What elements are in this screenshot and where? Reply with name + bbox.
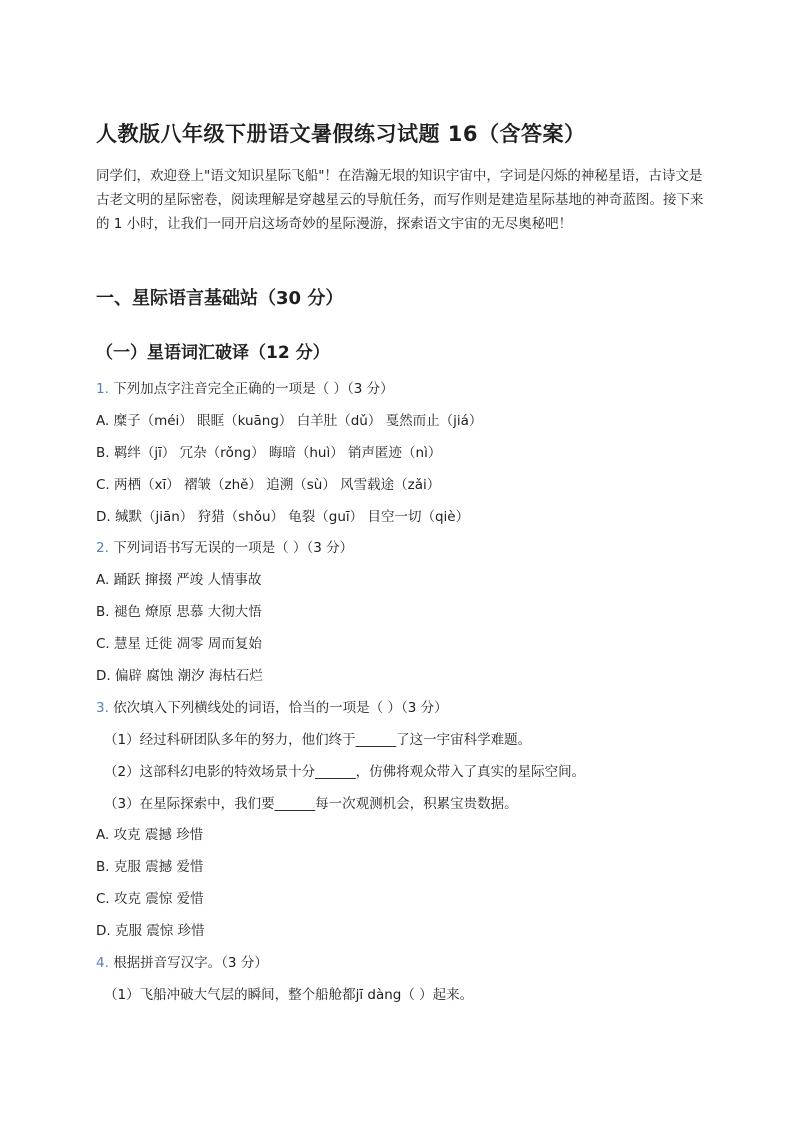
question-2-option-b: B. 褪色 燎原 思慕 大彻大悟 [96,604,262,620]
question-3-option-a: A. 攻克 震撼 珍惜 [96,827,204,843]
question-1-option-c: C. 两栖（xī） 褶皱（zhě） 追溯（sù） 风雪载途（zǎi） [96,477,441,493]
question-3-sentence-1: （1）经过科研团队多年的努力，他们终于______了这一宇宙科学难题。 [104,732,532,748]
question-3-option-d: D. 克服 震惊 珍惜 [96,923,205,939]
subsection-heading-1: （一）星语词汇破译（12 分） [96,343,330,363]
question-2-option-a: A. 踊跃 撺掇 严竣 人情事故 [96,572,262,588]
question-1-text: 下列加点字注音完全正确的一项是（ ）（3 分） [113,381,394,397]
question-1-option-d: D. 缄默（jiān） 狩猎（shǒu） 龟裂（guī） 目空一切（qiè） [96,509,470,525]
question-3-stem [96,698,448,718]
question-1-option-a: A. 糜子（méi） 眼眶（kuāng） 白羊肚（dǔ） 戛然而止（jiá） [96,413,483,429]
question-2-stem [96,538,353,558]
section-heading-1: 一、星际语言基础站（30 分） [96,288,344,309]
question-4-sentence-1: （1）飞船冲破大气层的瞬间，整个船舱都jī dàng（ ）起来。 [104,987,474,1003]
question-2-option-c: C. 慧星 迁徙 凋零 周而复始 [96,636,262,652]
question-3-text: 依次填入下列横线处的词语，恰当的一项是（ ）（3 分） [113,700,448,716]
intro-paragraph: 同学们，欢迎登上"语文知识星际飞船"！在浩瀚无垠的知识宇宙中，字词是闪烁的神秘星语，古诗文是古老文明的星际密卷，阅读理解是穿越星云的导航任务，而写作则是建造星际基地的神奇蓝图。接下来的 1 小时，让我们一同开启这场奇妙的星际漫游，探索语文宇宙的无尽奥秘吧！ [96,168,704,232]
question-3-sentence-3: （3）在星际探索中，我们要______每一次观测机会，积累宝贵数据。 [104,796,518,812]
document-title: 人教版八年级下册语文暑假练习试题 16（含答案） [96,122,586,146]
question-4-stem [96,953,268,973]
question-1-stem [96,379,394,399]
question-1-option-b: B. 羁绊（jī） 冗杂（rǒng） 晦暗（huì） 销声匿迹（nì） [96,445,442,461]
question-4-number: 4. [96,955,109,971]
question-1-number: 1. [96,381,109,397]
question-4-text: 根据拼音写汉字。（3 分） [113,955,268,971]
question-3-option-b: B. 克服 震撼 爱惜 [96,859,204,875]
question-2-text: 下列词语书写无误的一项是（ ）（3 分） [113,540,354,556]
question-3-option-c: C. 攻克 震惊 爱惜 [96,891,204,907]
question-2-number: 2. [96,540,109,556]
question-2-option-d: D. 偏辟 腐蚀 潮汐 海枯石烂 [96,668,263,684]
question-3-number: 3. [96,700,109,716]
question-3-sentence-2: （2）这部科幻电影的特效场景十分______，仿佛将观众带入了真实的星际空间。 [104,764,586,780]
